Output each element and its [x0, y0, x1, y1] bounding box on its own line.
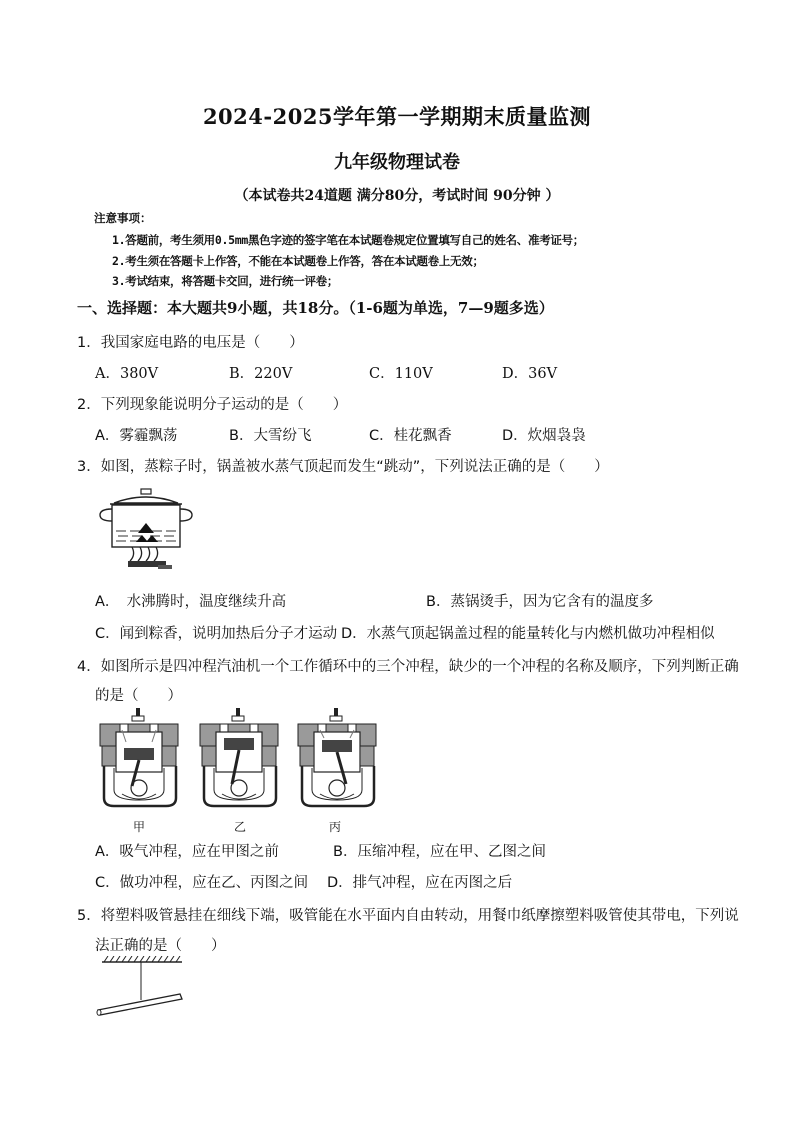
notes-heading: 注意事项：: [94, 211, 152, 225]
figure-caption: 丙: [329, 820, 342, 834]
option-b: B．220V: [229, 366, 293, 382]
option-b: B．蒸锅烫手，因为它含有的温度多: [426, 594, 654, 610]
page-title: 2024-2025学年第一学期期末质量监测: [202, 104, 592, 129]
option-d: D．36V: [502, 366, 558, 382]
question-stem: 1．我国家庭电路的电压是（ ）: [77, 335, 304, 351]
option-d: D．水蒸气顶起锅盖过程的能量转化与内燃机做功冲程相似: [341, 626, 715, 642]
option-a: A．380V: [95, 366, 159, 382]
question-stem: 4．如图所示是四冲程汽油机一个工作循环中的三个冲程，缺少的一个冲程的名称及顺序，下列判断正确: [77, 659, 739, 675]
option-a: A．雾霾飘荡: [95, 428, 178, 444]
option-b: B．大雪纷飞: [229, 428, 312, 444]
option-d: D．炊烟袅袅: [502, 428, 586, 444]
option-b: B．压缩冲程，应在甲、乙图之间: [333, 844, 546, 860]
option-c: C．110V: [369, 366, 433, 382]
option-d: D．排气冲程，应在丙图之后: [327, 875, 513, 891]
question-stem-cont: 的是（ ）: [95, 688, 182, 704]
option-c: C．桂花飘香: [369, 428, 452, 444]
engine-figure: [96, 708, 386, 808]
question-stem: 3．如图，蒸粽子时，锅盖被水蒸气顶起而发生“跳动”，下列说法正确的是（ ）: [77, 459, 609, 475]
question-stem-cont: 法正确的是（ ）: [95, 938, 226, 954]
option-c: C．闻到粽香，说明加热后分子才运动: [95, 626, 338, 642]
section-heading: 一、选择题：本大题共9小题，共18分。（1-6题为单选，7—9题多选）: [77, 299, 554, 317]
note-item: 3.考试结束，将答题卡交回，进行统一评卷；: [112, 274, 339, 288]
option-a: A．吸气冲程，应在甲图之前: [95, 844, 279, 860]
question-stem: 2．下列现象能说明分子运动的是（ ）: [77, 397, 348, 413]
question-stem: 5．将塑料吸管悬挂在细线下端，吸管能在水平面内自由转动，用餐巾纸摩擦塑料吸管使其带电，下列说: [77, 908, 739, 924]
steamer-figure: [96, 487, 196, 577]
note-item: 1.答题前，考生须用0.5mm黑色字迹的签字笔在本试题卷规定位置填写自己的姓名、准考证号；: [112, 233, 584, 247]
exam-meta: （本试卷共24道题 满分80分，考试时间 90分钟 ）: [234, 188, 560, 204]
option-c: C．做功冲程，应在乙、丙图之间: [95, 875, 309, 891]
option-a: A． 水沸腾时，温度继续升高: [95, 594, 287, 610]
note-item: 2.考生须在答题卡上作答，不能在本试题卷上作答，答在本试题卷上无效；: [112, 254, 484, 268]
figure-caption: 乙: [234, 820, 247, 834]
straw-figure: [94, 956, 194, 1018]
page-subtitle: 九年级物理试卷: [334, 152, 460, 173]
figure-caption: 甲: [133, 820, 146, 834]
